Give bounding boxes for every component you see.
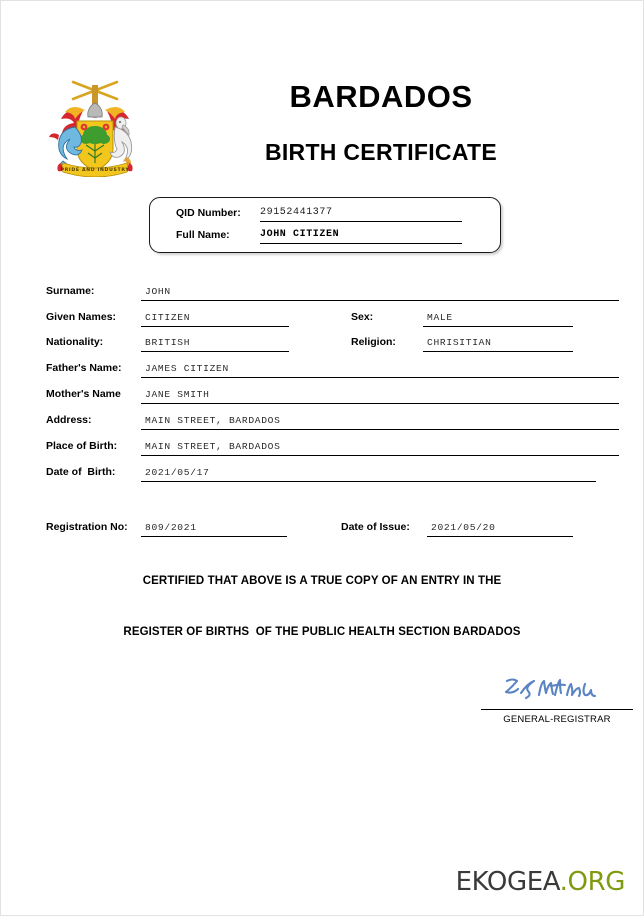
certification-line-1: CERTIFIED THAT ABOVE IS A TRUE COPY OF AN ENTRY IN THE xyxy=(142,575,502,587)
date-of-birth-label: Date of Birth: xyxy=(46,466,116,478)
field-place-of-birth xyxy=(46,440,576,460)
country-title: BARDADOS xyxy=(289,79,473,114)
field-address xyxy=(46,414,576,434)
mothers-name-label: Mother's Name xyxy=(46,388,121,400)
field-sex xyxy=(351,311,576,331)
mothers-name-value: JANE SMITH xyxy=(141,389,619,404)
watermark xyxy=(456,867,625,897)
svg-text:PRIDE AND INDUSTRY: PRIDE AND INDUSTRY xyxy=(60,168,130,173)
date-of-birth-value: 2021/05/17 xyxy=(141,467,596,482)
signature-line xyxy=(481,709,633,710)
sex-label: Sex: xyxy=(351,311,374,323)
surname-label: Surname: xyxy=(46,285,95,297)
given-names-value: CITIZEN xyxy=(141,312,289,327)
full-name-label: Full Name: xyxy=(176,229,230,241)
address-label: Address: xyxy=(46,414,92,426)
handwritten-signature-icon xyxy=(501,673,611,705)
full-name-row xyxy=(150,229,500,251)
barbados-coat-of-arms-icon xyxy=(39,77,151,177)
watermark-tld: .ORG xyxy=(559,867,625,897)
qid-number-value: 29152441377 xyxy=(260,207,462,222)
certification-line-2: REGISTER OF BIRTHS OF THE PUBLIC HEALTH SECTION BARDADOS xyxy=(123,626,521,638)
fathers-name-label: Father's Name: xyxy=(46,362,122,374)
place-of-birth-value: MAIN STREET, BARDADOS xyxy=(141,441,619,456)
field-date-of-birth xyxy=(46,466,576,486)
full-name-value: JOHN CITIZEN xyxy=(260,229,462,244)
field-mothers-name xyxy=(46,388,576,408)
fathers-name-value: JAMES CITIZEN xyxy=(141,363,619,378)
registrar-title: GENERAL-REGISTRAR xyxy=(503,714,611,725)
field-fathers-name xyxy=(46,362,576,382)
nationality-value: BRITISH xyxy=(141,337,289,352)
document-type-title: BIRTH CERTIFICATE xyxy=(264,139,498,165)
surname-value: JOHN xyxy=(141,286,619,301)
registration-no-value: 809/2021 xyxy=(141,522,287,537)
date-of-issue-label: Date of Issue: xyxy=(341,521,410,533)
date-of-issue-value: 2021/05/20 xyxy=(427,522,573,537)
field-registration-no xyxy=(46,521,296,541)
field-date-of-issue xyxy=(341,521,576,541)
field-surname xyxy=(46,285,576,305)
nationality-label: Nationality: xyxy=(46,336,104,348)
religion-label: Religion: xyxy=(351,336,396,348)
qid-summary-box xyxy=(149,197,501,253)
field-religion xyxy=(351,336,576,356)
qid-number-row xyxy=(150,207,500,229)
qid-number-label: QID Number: xyxy=(176,207,241,219)
given-names-label: Given Names: xyxy=(46,311,117,323)
watermark-name: EKOGEA xyxy=(455,867,560,897)
religion-value: CHRISITIAN xyxy=(423,337,573,352)
registration-no-label: Registration No: xyxy=(46,521,128,533)
sex-value: MALE xyxy=(423,312,573,327)
address-value: MAIN STREET, BARDADOS xyxy=(141,415,619,430)
place-of-birth-label: Place of Birth: xyxy=(46,440,118,452)
